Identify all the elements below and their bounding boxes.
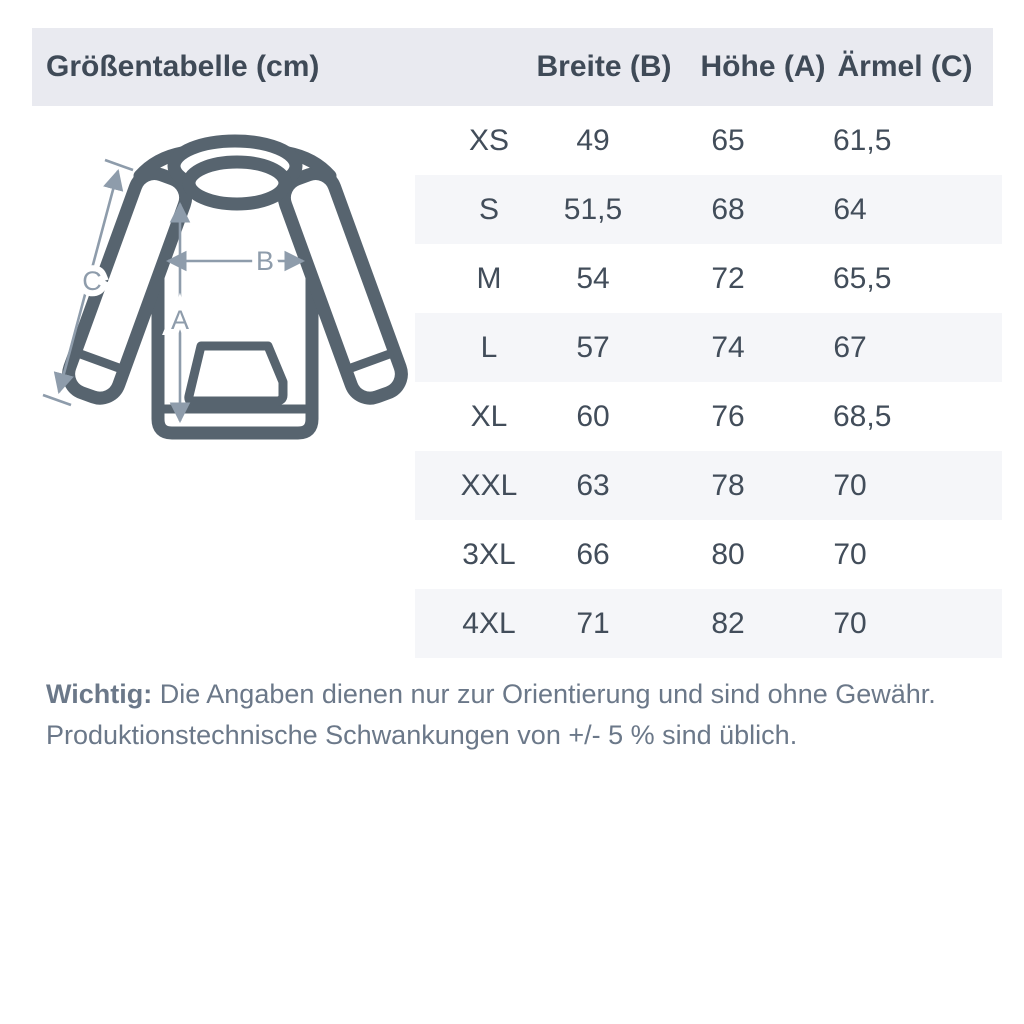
- size-cell: XXL: [460, 469, 518, 502]
- aermel-cell: 67: [833, 331, 867, 364]
- disclaimer-note: [46, 674, 976, 756]
- column-header-hoehe: Höhe (A): [700, 50, 826, 83]
- table-row-xxl: [415, 451, 1002, 520]
- breite-cell: 63: [576, 469, 610, 502]
- size-table: [415, 106, 1002, 658]
- disclaimer-line-2: Produktionstechnische Schwankungen von +/- 5 % sind üblich.: [46, 720, 798, 750]
- hoehe-cell: 74: [711, 331, 745, 364]
- table-row-3xl: [415, 520, 1002, 589]
- disclaimer-line-1: [46, 674, 976, 715]
- hoehe-cell: 78: [711, 469, 745, 502]
- disclaimer-bold: Wichtig:: [46, 679, 153, 709]
- table-header: [32, 28, 993, 106]
- aermel-cell: 70: [833, 538, 867, 571]
- aermel-cell: 70: [833, 469, 867, 502]
- hoehe-cell: 80: [711, 538, 745, 571]
- hoehe-cell: 68: [711, 193, 745, 226]
- hoehe-cell: 72: [711, 262, 745, 295]
- aermel-cell: 61,5: [833, 124, 892, 157]
- hoodie-diagram-icon: [40, 130, 410, 450]
- table-row-l: [415, 313, 1002, 382]
- aermel-cell: 68,5: [833, 400, 892, 433]
- table-row-xl: [415, 382, 1002, 451]
- table-row-s: [415, 175, 1002, 244]
- label-c: C: [82, 266, 102, 296]
- label-a: A: [170, 305, 190, 335]
- column-header-aermel: Ärmel (C): [837, 50, 973, 83]
- table-row-xs: [415, 106, 1002, 175]
- size-cell: XL: [470, 400, 508, 433]
- hoehe-cell: 82: [711, 607, 745, 640]
- breite-cell: 54: [576, 262, 610, 295]
- aermel-cell: 70: [833, 607, 867, 640]
- table-row-4xl: [415, 589, 1002, 658]
- breite-cell: 60: [576, 400, 610, 433]
- hoodie-pocket: [189, 346, 283, 401]
- hoehe-cell: 76: [711, 400, 745, 433]
- size-cell: S: [478, 193, 499, 226]
- sleeve-tick-bottom: [43, 395, 71, 405]
- breite-cell: 66: [576, 538, 610, 571]
- column-header-breite: Breite (B): [536, 50, 672, 83]
- aermel-cell: 65,5: [833, 262, 892, 295]
- size-cell: XS: [468, 124, 510, 157]
- sleeve-tick-top: [105, 160, 133, 170]
- size-cell: M: [476, 262, 502, 295]
- breite-cell: 51,5: [563, 193, 623, 226]
- hoodie-hood-inner: [189, 162, 285, 204]
- breite-cell: 49: [576, 124, 610, 157]
- aermel-cell: 64: [833, 193, 867, 226]
- page-title: Größentabelle (cm): [46, 50, 320, 83]
- breite-cell: 57: [576, 331, 610, 364]
- table-row-m: [415, 244, 1002, 313]
- disclaimer-text-1: Die Angaben dienen nur zur Orientierung und sind ohne Gewähr.: [159, 679, 936, 709]
- size-cell: 4XL: [462, 607, 516, 640]
- size-cell: 3XL: [462, 538, 516, 571]
- label-b: B: [255, 246, 275, 276]
- size-cell: L: [480, 331, 498, 364]
- hoehe-cell: 65: [711, 124, 745, 157]
- breite-cell: 71: [576, 607, 610, 640]
